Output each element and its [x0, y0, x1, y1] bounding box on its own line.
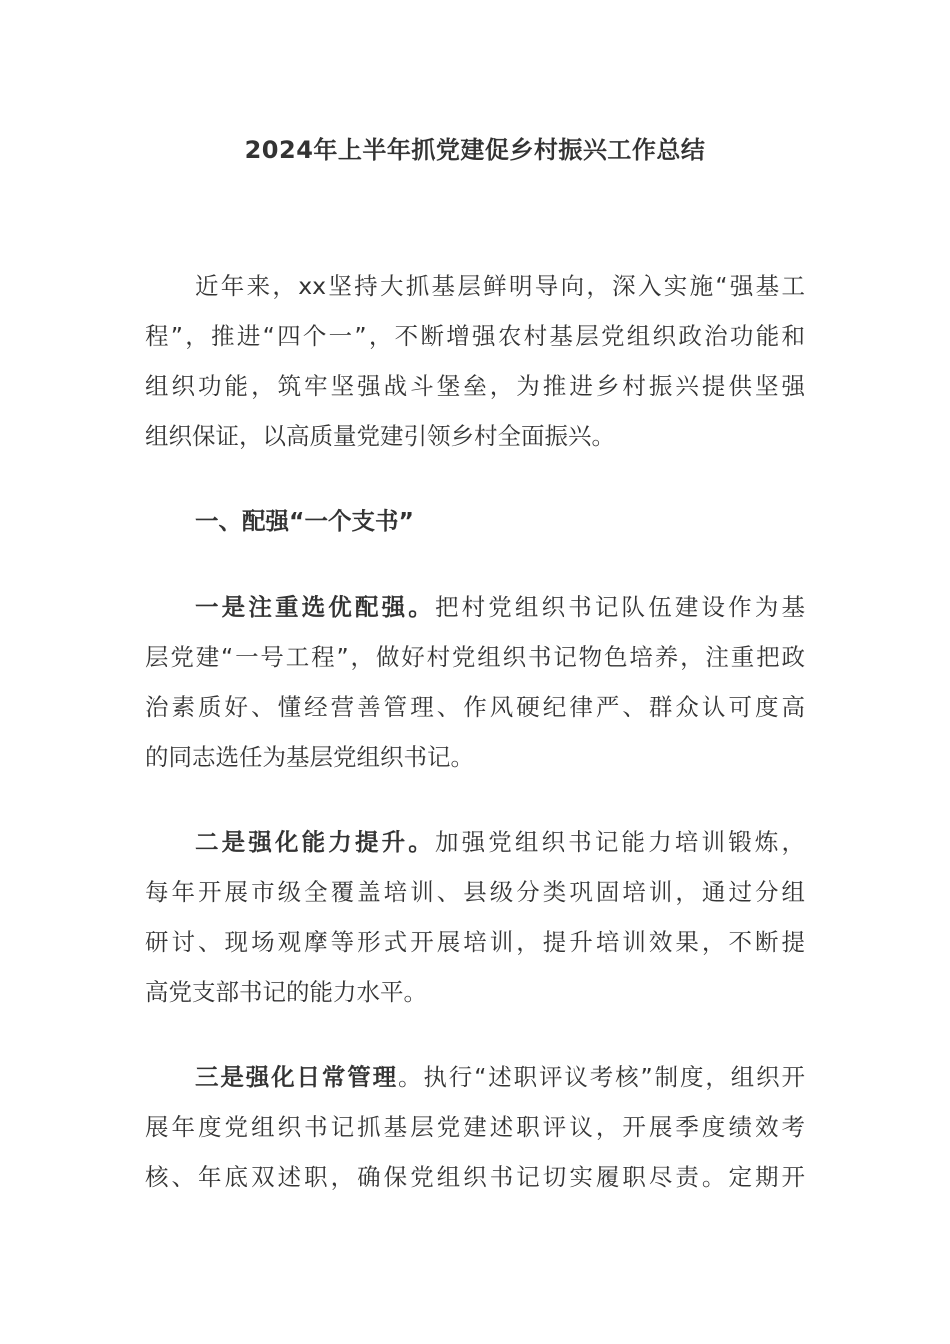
paragraph-lead: 二是强化能力提升。: [195, 828, 435, 856]
paragraph-selection: [145, 582, 805, 782]
paragraph-line: 治素质好、懂经营善管理、作风硬纪律严、群众认可度高: [145, 693, 805, 721]
paragraph-line: 展年度党组织书记抓基层党建述职评议，开展季度绩效考: [145, 1113, 805, 1141]
paragraph-line: 层党建“一号工程”，做好村党组织书记物色培养，注重把政: [145, 643, 805, 671]
paragraph-line: 组织功能，筑牢坚强战斗堡垒，为推进乡村振兴提供坚强: [145, 372, 805, 400]
paragraph-text: 。执行“述职评议考核”制度，组织开: [398, 1063, 805, 1091]
intro-paragraph: [145, 261, 805, 461]
paragraph-line: 核、年底双述职，确保党组织书记切实履职尽责。定期开: [145, 1163, 805, 1191]
paragraph-line: 高党支部书记的能力水平。: [145, 978, 427, 1006]
paragraph-text: 把村党组织书记队伍建设作为基: [434, 593, 806, 621]
paragraph-management: [145, 1052, 805, 1202]
paragraph-line: [145, 817, 805, 867]
paragraph-line: 研讨、现场观摩等形式开展培训，提升培训效果，不断提: [145, 928, 805, 956]
paragraph-line: 组织保证，以高质量党建引领乡村全面振兴。: [145, 422, 615, 450]
section-heading: 一、配强“一个支书”: [195, 507, 414, 535]
document-title: 2024年上半年抓党建促乡村振兴工作总结: [244, 136, 706, 164]
paragraph-line: [145, 582, 805, 632]
paragraph-training: [145, 817, 805, 1017]
paragraph-line: [145, 1052, 805, 1102]
paragraph-line: 每年开展市级全覆盖培训、县级分类巩固培训，通过分组: [145, 878, 805, 906]
paragraph-lead: 一是注重选优配强。: [195, 593, 435, 621]
paragraph-text: 加强党组织书记能力培训锻炼，: [434, 828, 806, 856]
paragraph-line: 近年来，xx坚持大抓基层鲜明导向，深入实施“强基工: [195, 272, 805, 300]
paragraph-line: 程”，推进“四个一”，不断增强农村基层党组织政治功能和: [145, 322, 805, 350]
paragraph-lead: 三是强化日常管理: [195, 1063, 399, 1091]
paragraph-line: 的同志选任为基层党组织书记。: [145, 743, 474, 771]
